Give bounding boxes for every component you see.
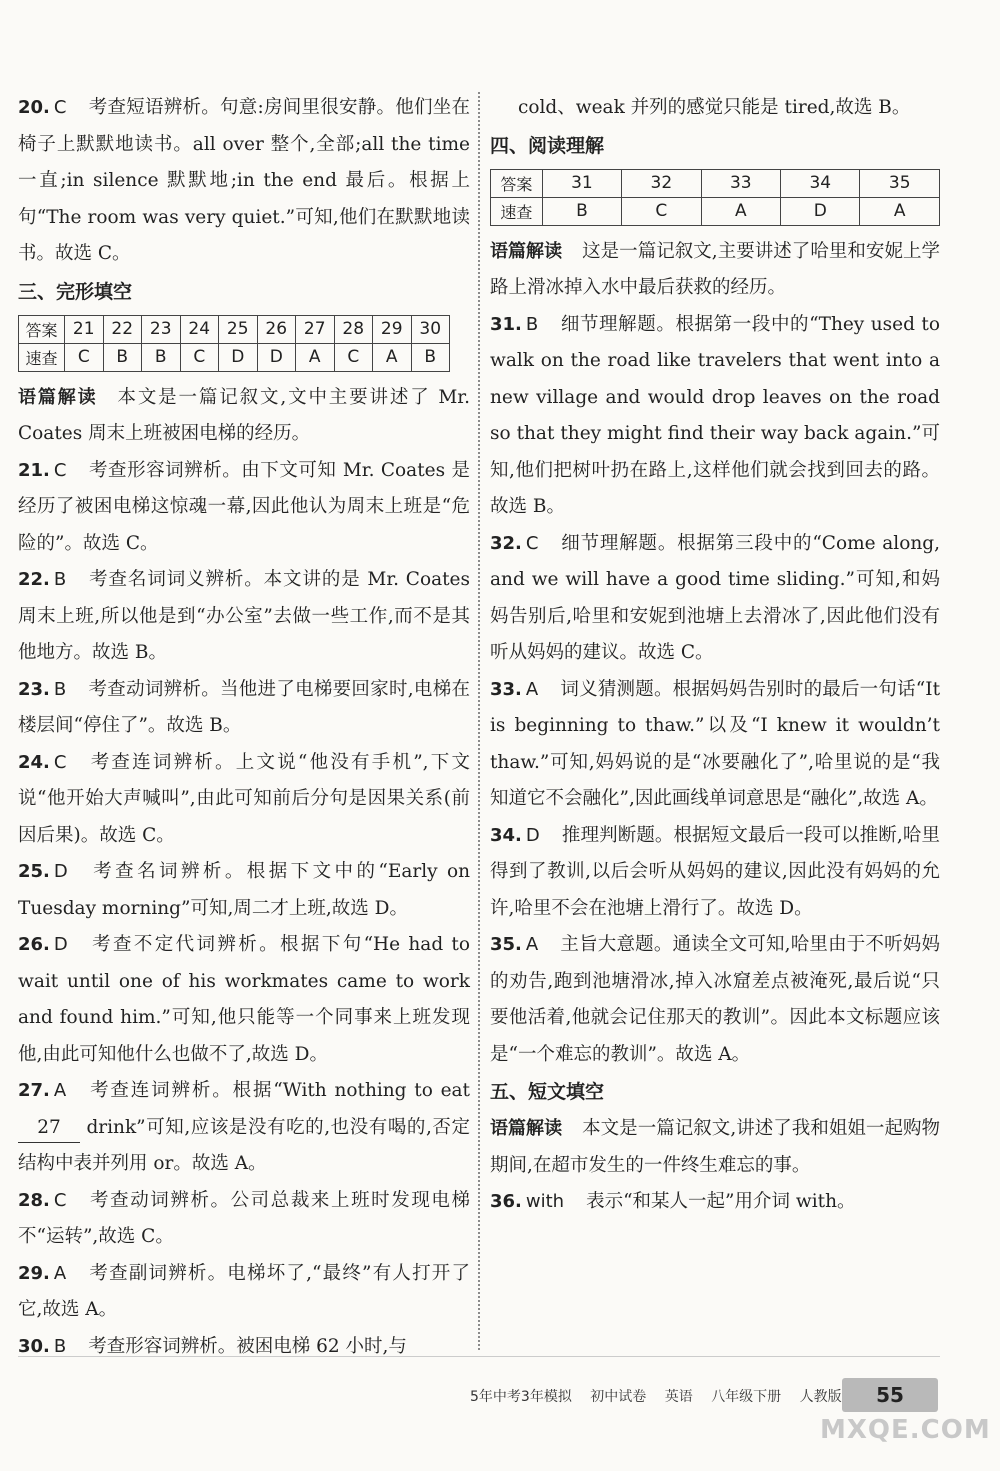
table-cell: 26: [257, 315, 296, 343]
answer-item-23: [18, 672, 470, 745]
answer-item-24: [18, 745, 470, 855]
item-answer: B: [53, 1335, 67, 1357]
answer-item-25: [18, 854, 470, 927]
section-heading-reading: 四、阅读理解: [490, 134, 605, 157]
table-cell: 29: [373, 315, 412, 343]
item-explanation: 考查动词辨析。公司总裁来上班时发现电梯不“运转”,故选 C。: [18, 1189, 470, 1247]
table-header: 答案: [491, 169, 543, 197]
answer-item-27: [18, 1073, 470, 1183]
column-divider: [478, 92, 480, 1350]
item-explanation: 考查连词辨析。上文说“他没有手机”,下文说“他开始大声喊叫”,由此可知前后分句是因果关系(前因后果)。故选 C。: [18, 751, 470, 846]
item-answer: C: [53, 97, 67, 118]
section-heading-short-passage: 五、短文填空: [490, 1081, 605, 1103]
table-cell: D: [781, 197, 860, 225]
item-number: 33.: [490, 678, 522, 700]
answer-item-28: [18, 1183, 470, 1256]
item-answer: C: [53, 1189, 67, 1211]
table-cell: 31: [542, 169, 621, 197]
answer-item-22: [18, 562, 470, 672]
table-cell: 22: [103, 315, 142, 343]
item-number: 35.: [490, 934, 522, 955]
item-explanation: 考查名词词义辨析。本文讲的是 Mr. Coates 周末上班,所以他是到“办公室”去做一些工作,而不是其他地方。故选 B。: [18, 569, 470, 663]
item-answer: with: [525, 1191, 565, 1212]
table-cell: 24: [180, 315, 219, 343]
watermark-text: MXQE.COM: [820, 1415, 991, 1445]
table-cell: B: [542, 197, 621, 225]
item-explanation: 表示“和某人一起”用介词 with。: [586, 1191, 856, 1212]
passage-summary-label: 语篇解读: [18, 386, 98, 408]
table-cell: B: [103, 343, 142, 371]
item-number: 23.: [18, 678, 50, 700]
answer-item-31: [490, 307, 940, 526]
answer-item-32: [490, 526, 940, 672]
item-explanation: 细节理解题。根据第三段中的“Come along, and we will have a good time sliding.”可知,和妈妈告别后,哈里和安妮到池塘上去滑冰了,因此他们没有听从妈妈的建议。故选 C。: [490, 532, 940, 663]
answer-table-21-30: [18, 315, 450, 372]
footer-edition: 人教版: [799, 1389, 842, 1405]
item-number: 27.: [18, 1080, 50, 1101]
table-cell: A: [860, 197, 940, 225]
table-cell: 32: [622, 169, 701, 197]
item-answer: C: [53, 751, 67, 773]
answer-item-34: [490, 818, 940, 928]
right-column: [490, 90, 940, 1221]
passage-summary-label: 语篇解读: [490, 1118, 563, 1139]
answer-table-31-35: [490, 169, 940, 226]
passage-summary: [18, 380, 470, 453]
table-row: [491, 169, 940, 197]
table-cell: 33: [701, 169, 780, 197]
item-explanation: 考查副词辨析。电梯坏了,“最终”有人打开了它,故选 A。: [18, 1262, 470, 1320]
table-cell: A: [373, 343, 412, 371]
answer-item-30-continued: cold、weak 并列的感觉只能是 tired,故选 B。: [518, 97, 911, 118]
table-row: [19, 343, 450, 371]
item-answer: D: [525, 824, 540, 846]
item-number: 25.: [18, 861, 50, 882]
table-header: 速查: [491, 197, 543, 225]
item-explanation: 考查不定代词辨析。根据下句“He had to wait until one of his workmates came to work and found him.”可知,他只能等一个同事来上班发现他,由此可知他什么也做不了,故选 D。: [18, 934, 470, 1065]
item-answer: B: [53, 678, 67, 700]
item-explanation: 主旨大意题。通读全文可知,哈里由于不听妈妈的劝告,跑到池塘滑冰,掉入冰窟差点被淹死,最后说“只要他活着,他就会记住那天的教训”。因此本文标题应该是“一个难忘的教训”。故选 A。: [490, 934, 940, 1065]
footer-book-title: 5年中考3年模拟: [470, 1389, 572, 1405]
item-explanation: 考查动词辨析。当他进了电梯要回家时,电梯在楼层间“停住了”。故选 B。: [18, 678, 470, 736]
passage-summary-label: 语篇解读: [490, 240, 563, 262]
table-cell: B: [142, 343, 181, 371]
footer-grade: 八年级下册: [711, 1389, 782, 1405]
item-number: 29.: [18, 1262, 50, 1284]
item-number: 30.: [18, 1335, 50, 1357]
table-cell: 30: [411, 315, 450, 343]
table-row: [19, 315, 450, 343]
table-row: [491, 197, 940, 225]
table-cell: C: [334, 343, 373, 371]
item-explanation: 词义猜测题。根据妈妈告别时的最后一句话“It is beginning to thaw.”以及“I knew it wouldn’t thaw.”可知,妈妈说的是“冰要融化了”,哈里说的是“我知道它不会融化”,因此画线单词意思是“融化”,故选 A。: [490, 678, 940, 809]
table-cell: 35: [860, 169, 940, 197]
answer-item-26: [18, 927, 470, 1073]
item-answer: D: [53, 934, 68, 955]
item-answer: B: [525, 313, 539, 335]
page-footer: [470, 1386, 856, 1406]
left-column: [18, 90, 470, 1365]
item-number: 22.: [18, 569, 50, 590]
table-cell: A: [296, 343, 335, 371]
answer-item-33: [490, 672, 940, 818]
table-cell: 28: [334, 315, 373, 343]
item-answer: A: [53, 1262, 67, 1284]
item-number: 26.: [18, 934, 50, 955]
item-number: 24.: [18, 751, 50, 773]
table-header: 速查: [19, 343, 65, 371]
footer-paper-type: 初中试卷: [590, 1389, 647, 1405]
table-cell: D: [257, 343, 296, 371]
item-answer: A: [53, 1080, 67, 1101]
item-number: 32.: [490, 532, 522, 554]
answer-item-35: [490, 927, 940, 1073]
item-answer: A: [525, 934, 539, 955]
item-answer: D: [53, 861, 68, 882]
answer-item-21: [18, 453, 470, 563]
item-explanation: 考查名词辨析。根据下文中的“Early on Tuesday morning”可知,周二才上班,故选 D。: [18, 861, 470, 919]
item-explanation: 细节理解题。根据第一段中的“They used to walk on the road like travelers that went into a new village and would drop leaves on the road so that they might find their way back again.”可知,他们把树叶扔在路上,这样他们就会找到回去的路。故选 B。: [490, 313, 940, 517]
table-cell: 27: [296, 315, 335, 343]
item-answer: C: [525, 532, 539, 554]
table-cell: 23: [142, 315, 181, 343]
item-explanation: 推理判断题。根据短文最后一段可以推断,哈里得到了教训,以后会听从妈妈的建议,因此没有妈妈的允许,哈里不会在池塘上滑行了。故选 D。: [490, 824, 940, 919]
item-answer: C: [53, 459, 67, 481]
table-cell: C: [65, 343, 104, 371]
table-cell: C: [180, 343, 219, 371]
table-cell: C: [622, 197, 701, 225]
table-cell: D: [219, 343, 258, 371]
section-heading-cloze: 三、完形填空: [18, 280, 133, 303]
item-answer: A: [525, 678, 539, 700]
item-explanation: 考查形容词辨析。被困电梯 62 小时,与: [88, 1335, 407, 1357]
blank-number: 27: [18, 1114, 80, 1143]
item-answer: B: [53, 569, 67, 590]
item-explanation: 考查短语辨析。句意:房间里很安静。他们坐在椅子上默默地读书。all over 整个,全部;all the time 一直;in silence 默默地;in the end 最后。根据上句“The room was very quiet.”可知,他们在默默地读书。故选 C。: [18, 97, 470, 264]
answer-item-36: [490, 1184, 940, 1221]
table-cell: B: [411, 343, 450, 371]
passage-summary: [490, 1111, 940, 1184]
passage-summary: [490, 234, 940, 307]
passage-summary-text: 本文是一篇记叙文,讲述了我和姐姐一起购物期间,在超市发生的一件终生难忘的事。: [490, 1118, 940, 1176]
footer-rule: [18, 1356, 940, 1357]
table-cell: A: [701, 197, 780, 225]
table-header: 答案: [19, 315, 65, 343]
passage-summary-text: 本文是一篇记叙文,文中主要讲述了 Mr. Coates 周末上班被困电梯的经历。: [18, 386, 470, 444]
footer-subject: 英语: [664, 1389, 693, 1405]
answer-item-30: [18, 1329, 470, 1366]
answer-item-20: [18, 90, 470, 273]
table-cell: 25: [219, 315, 258, 343]
page-number: 55: [842, 1378, 938, 1412]
item-explanation: 考查形容词辨析。由下文可知 Mr. Coates 是经历了被困电梯这惊魂一幕,因此他认为周末上班是“危险的”。故选 C。: [18, 459, 470, 554]
item-number: 21.: [18, 459, 50, 481]
item-number: 20.: [18, 97, 50, 118]
answer-item-29: [18, 1256, 470, 1329]
table-cell: 34: [781, 169, 860, 197]
item-number: 31.: [490, 313, 522, 335]
item-number: 28.: [18, 1189, 50, 1211]
table-cell: 21: [65, 315, 104, 343]
item-number: 36.: [490, 1191, 522, 1212]
item-explanation-continued: drink”可知,应该是没有吃的,也没有喝的,否定结构中表并列用 or。故选 A。: [18, 1116, 470, 1174]
passage-summary-text: 这是一篇记叙文,主要讲述了哈里和安妮上学路上滑冰掉入水中最后获救的经历。: [490, 240, 940, 298]
item-number: 34.: [490, 824, 522, 846]
item-explanation: 考查连词辨析。根据“With nothing to eat: [88, 1080, 470, 1101]
